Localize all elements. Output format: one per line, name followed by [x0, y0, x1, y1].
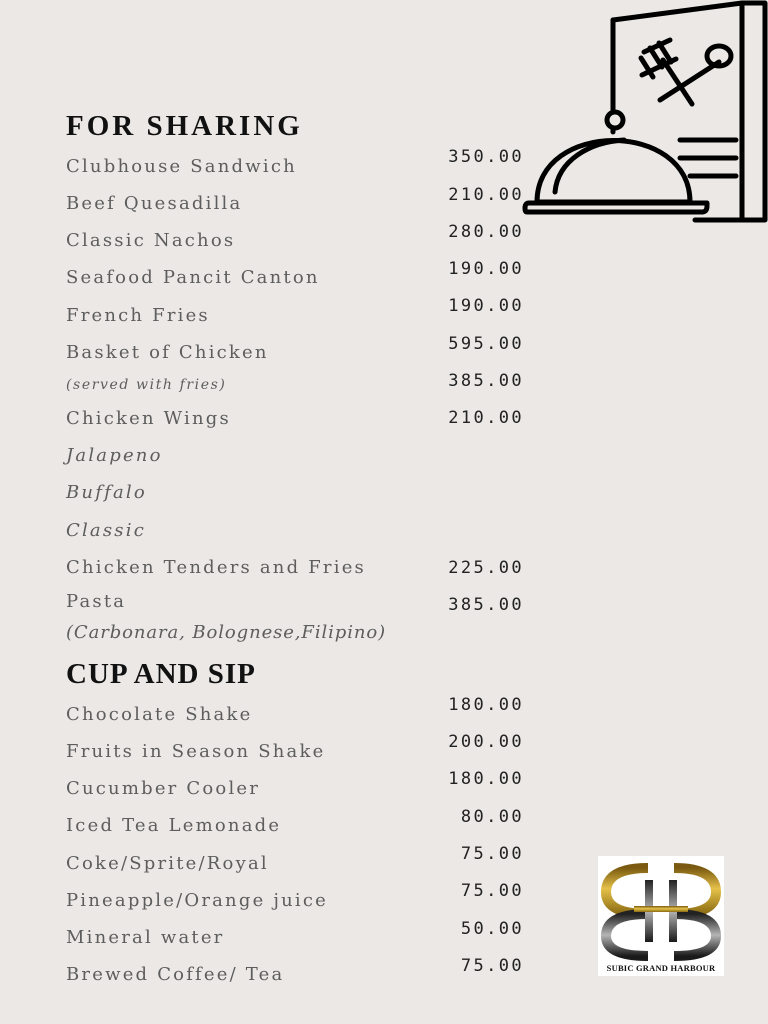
menu-item-price: 385.00 — [448, 595, 524, 615]
menu-item-variant: Buffalo — [66, 482, 147, 503]
menu-item-price: 75.00 — [460, 881, 524, 901]
menu-item-variant: Jalapeno — [66, 445, 163, 466]
menu-item-price: 225.00 — [448, 558, 524, 578]
menu-item-name: Cucumber Cooler — [66, 778, 261, 799]
menu-item-price: 180.00 — [448, 695, 524, 715]
section-title-for-sharing: FOR SHARING — [66, 110, 303, 142]
menu-item-name: Iced Tea Lemonade — [66, 815, 282, 836]
menu-item-variant: Classic — [66, 520, 146, 541]
menu-item-name: Seafood Pancit Canton — [66, 267, 320, 288]
menu-item-price: 80.00 — [460, 807, 524, 827]
menu-item-name: Classic Nachos — [66, 230, 236, 251]
menu-item-name: Fruits in Season Shake — [66, 741, 326, 762]
subic-grand-harbour-logo — [598, 856, 724, 976]
menu-item-note: (served with fries) — [66, 377, 227, 393]
menu-item-price: 595.00 — [448, 334, 524, 354]
logo-emblem-icon — [598, 856, 724, 976]
menu-item-price: 50.00 — [460, 919, 524, 939]
menu-item-name: Clubhouse Sandwich — [66, 156, 297, 177]
menu-item-price: 280.00 — [448, 222, 524, 242]
menu-item-name: Pineapple/Orange juice — [66, 890, 329, 911]
menu-item-price: 210.00 — [448, 185, 524, 205]
menu-item-price: 350.00 — [448, 147, 524, 167]
menu-item-price: 75.00 — [460, 956, 524, 976]
menu-item-price: 200.00 — [448, 732, 524, 752]
menu-item-name: Mineral water — [66, 927, 225, 948]
menu-item-name: Basket of Chicken — [66, 342, 269, 363]
menu-item-price: 75.00 — [460, 844, 524, 864]
menu-item-price: 210.00 — [448, 408, 524, 428]
logo-text: SUBIC GRAND HARBOUR — [606, 963, 716, 973]
menu-item-price: 180.00 — [448, 769, 524, 789]
menu-item-name: Pasta — [66, 591, 127, 612]
menu-item-price: 190.00 — [448, 259, 524, 279]
menu-item-name: Chicken Tenders and Fries — [66, 557, 366, 578]
menu-item-name: Coke/Sprite/Royal — [66, 853, 269, 874]
section-title-cup-and-sip: CUP AND SIP — [66, 658, 256, 690]
menu-cloche-utensils-icon — [520, 0, 768, 228]
menu-item-note: (Carbonara, Bolognese,Filipino) — [66, 622, 387, 643]
menu-item-name: Beef Quesadilla — [66, 193, 243, 214]
menu-item-name: Brewed Coffee/ Tea — [66, 964, 285, 985]
menu-item-name: Chocolate Shake — [66, 704, 253, 725]
menu-item-name: French Fries — [66, 305, 210, 326]
menu-item-name: Chicken Wings — [66, 408, 231, 429]
menu-item-price: 385.00 — [448, 371, 524, 391]
menu-item-price: 190.00 — [448, 296, 524, 316]
